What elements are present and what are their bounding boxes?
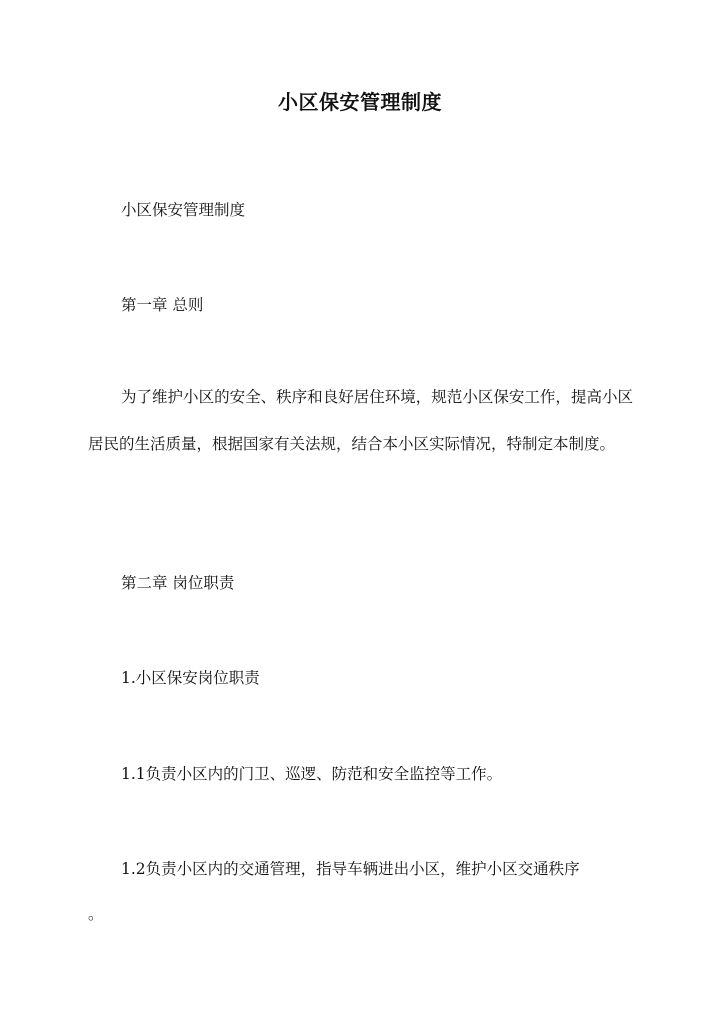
section1-heading: 1.小区保安岗位职责 xyxy=(121,669,260,687)
item-1-2-line2: 。 xyxy=(88,905,104,923)
chapter1-heading: 第一章 总则 xyxy=(121,296,204,314)
chapter2-heading: 第二章 岗位职责 xyxy=(121,574,235,592)
document-title: 小区保安管理制度 xyxy=(278,90,442,114)
document-subtitle: 小区保安管理制度 xyxy=(121,201,246,219)
item-1-1: 1.1负责小区内的门卫、巡逻、防范和安全监控等工作。 xyxy=(121,765,503,783)
item-1-2-line1: 1.2负责小区内的交通管理，指导车辆进出小区，维护小区交通秩序 xyxy=(121,860,580,878)
chapter1-paragraph: 为了维护小区的安全、秩序和良好居住环境，规范小区保安工作，提高小区居民的生活质量，根据国家有关法规，结合本小区实际情况，特制定本制度。 xyxy=(88,388,633,453)
